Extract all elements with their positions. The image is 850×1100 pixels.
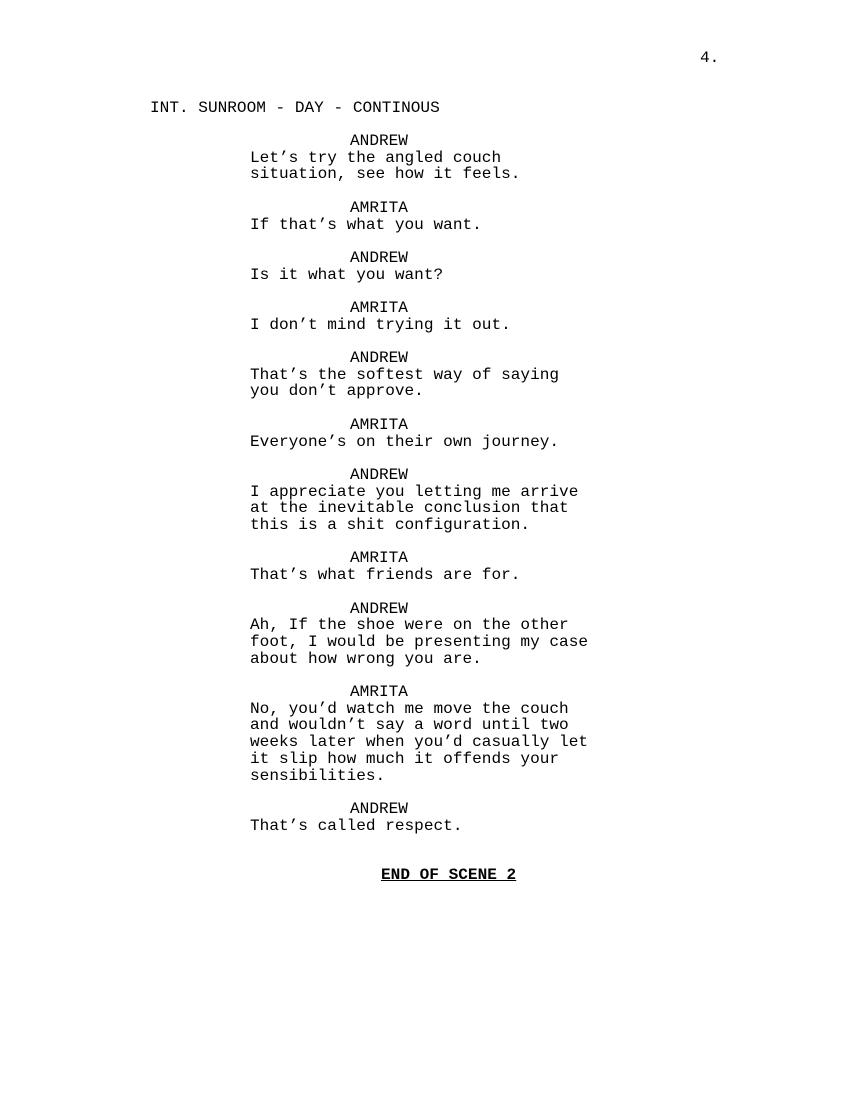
dialogue-line: That’s called respect. bbox=[250, 816, 463, 835]
dialogue-block-1 bbox=[0, 133, 850, 183]
dialogue-block-2 bbox=[0, 200, 850, 233]
dialogue-line: it slip how much it offends your bbox=[250, 749, 560, 768]
character-name: AMRITA bbox=[350, 415, 408, 434]
dialogue-line: Is it what you want? bbox=[250, 265, 444, 284]
dialogue-line: sensibilities. bbox=[250, 766, 386, 785]
dialogue-block-5 bbox=[0, 350, 850, 400]
scene-end-transition: END OF SCENE 2 bbox=[381, 866, 517, 884]
dialogue-line: weeks later when you’d casually let bbox=[250, 733, 589, 752]
dialogue-line: No, you’d watch me move the couch bbox=[250, 699, 569, 718]
dialogue-block-9 bbox=[0, 601, 850, 668]
dialogue-line: this is a shit configuration. bbox=[250, 516, 531, 535]
character-name: ANDREW bbox=[350, 349, 408, 368]
dialogue-line: and wouldn’t say a word until two bbox=[250, 716, 569, 735]
character-name: ANDREW bbox=[350, 248, 408, 267]
dialogue-line: That’s the softest way of saying bbox=[250, 365, 560, 384]
character-name: AMRITA bbox=[350, 298, 408, 317]
character-name: AMRITA bbox=[350, 198, 408, 217]
dialogue-line: Let’s try the angled couch bbox=[250, 148, 502, 167]
dialogue-line: I appreciate you letting me arrive bbox=[250, 482, 579, 501]
page-number: 4. bbox=[700, 49, 720, 67]
dialogue-block-7 bbox=[0, 467, 850, 534]
character-name: AMRITA bbox=[350, 549, 408, 568]
dialogue-line: Everyone’s on their own journey. bbox=[250, 432, 560, 451]
dialogue-line: situation, see how it feels. bbox=[250, 165, 521, 184]
dialogue-line: you don’t approve. bbox=[250, 382, 424, 401]
dialogue-line: I don’t mind trying it out. bbox=[250, 315, 511, 334]
dialogue-block-4 bbox=[0, 300, 850, 333]
dialogue-line: If that’s what you want. bbox=[250, 215, 482, 234]
dialogue-line: foot, I would be presenting my case bbox=[250, 632, 589, 651]
character-name: AMRITA bbox=[350, 683, 408, 702]
character-name: ANDREW bbox=[350, 132, 408, 150]
scene-heading: INT. SUNROOM - DAY - CONTINOUS bbox=[150, 99, 440, 117]
dialogue-block-10 bbox=[0, 684, 850, 784]
dialogue-line: about how wrong you are. bbox=[250, 649, 482, 668]
dialogue-line: That’s what friends are for. bbox=[250, 566, 521, 585]
dialogue-block-8 bbox=[0, 550, 850, 583]
character-name: ANDREW bbox=[350, 799, 408, 818]
dialogue-block-3 bbox=[0, 250, 850, 283]
dialogue-block-6 bbox=[0, 417, 850, 450]
dialogue-block-11 bbox=[0, 801, 850, 834]
character-name: ANDREW bbox=[350, 599, 408, 618]
character-name: ANDREW bbox=[350, 465, 408, 484]
dialogue-line: Ah, If the shoe were on the other bbox=[250, 616, 569, 635]
dialogue-line: at the inevitable conclusion that bbox=[250, 499, 569, 518]
dialogue-list bbox=[0, 133, 850, 851]
